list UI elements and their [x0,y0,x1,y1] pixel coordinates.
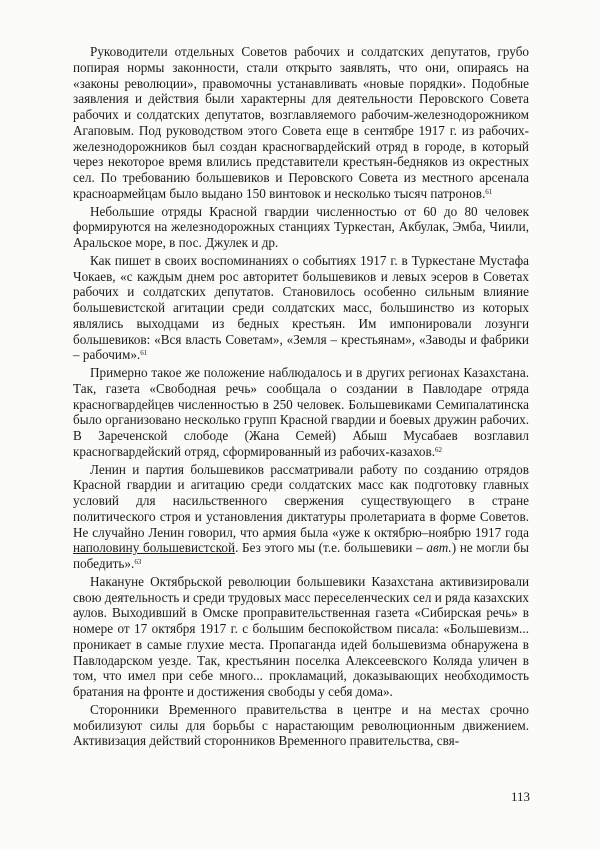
paragraph: Сторонники Временного правительства в центре и на местах срочно мобилизуют силы для борьбы с нарастающим революционным движением. Активизация действий сторонников Временного правительства, свя- [73,701,529,749]
footnote-ref: 61 [140,349,148,358]
paragraph: Руководители отдельных Советов рабочих и солдатских депутатов, грубо попирая нормы законности, стали открыто заявлять, что они, опираясь на «законы революции», правомочны устанавливать «новые порядки». Подобные заявления и действия были характерны для деятельности Перовского Совета рабочих и солдатских депутатов, возглавляемого рабочим-железнодорожником Агаповым. Под руководством этого Совета еще в сентябре 1917 г. из рабочих-железнодорожников был создан красногвардейский отряд в городе, в который через некоторое время влились представители крестьян-бедняков из окрестных сел. По требованию большевиков и Перовского Совета из местного арсенала красноармейцам было выдано 150 винтовок и несколько тысяч патронов.$^{61}$ [73,44,529,201]
paragraph: Небольшие отряды Красной гвардии численностью от 60 до 80 человек формируются на железнодорожных станциях Туркестан, Акбулак, Эмба, Чиили, Аральское море, в пос. Джулек и др. [73,203,529,250]
paragraph: Как пишет в своих воспоминаниях о событиях 1917 г. в Туркестане Мустафа Чокаев, «с каждым днем рос авторитет большевиков и левых эсеров в Советах рабочих и солдатских депутатов. Становилось особенно сильным влияние большевистской агитации среди солдатских масс, большинство из которых являлись выходцами из бедных крестьян. Им импонировали лозунги большевиков: «Вся власть Советам», «Земля – крестьянам», «Заводы и фабрики – рабочим».$^{61}$ [73,252,529,363]
footnote-ref: 63 [134,558,142,566]
paragraph: Примерно такое же положение наблюдалось и в других регионах Казахстана. Так, газета «Свободная речь» сообщала о создании в Павлодаре отряда красногвардейцев численностью в 250 человек. Большевиками Семипалатинска было организовано несколько групп Красной гвардии и боевых дружин рабочих. В Зареченской слободе (Жана Семей) Абыш Мусабаев возглавил красногвардейский отряд, сформированный из рабочих-казахов.$^{62}$ [73,365,529,459]
footnote-ref: 62 [435,445,443,454]
italic-text: авт. [426,540,452,556]
page-number: 113 [510,789,530,804]
paragraph: Накануне Октябрьской революции большевики Казахстана активизировали свою деятельность и среди трудовых масс переселенческих сел и ряда казахских аулов. Выходивший в Омске проправительственная газета «Сибирская речь» в номере от 17 октября 1917 г. с большим беспокойством писала: «Большевизм... проникает в самые глухие места. Пропаганда идей большевизма обнаружена в Павлодарском уезде. Так, крестьянин поселка Алексеевского Коляда уличен в том, что имел при себе много... прокламаций, доказывающих необходимость братания на фронте и достижения свободы у себя дома». [73,573,529,699]
page-text [73,44,529,751]
underlined-text: наполовину большевистской [73,540,236,556]
footnote-ref: 61 [485,187,493,196]
paragraph: Ленин и партия большевиков рассматривали работу по созданию отрядов Красной гвардии и агитацию среди солдатских масс как подготовку главных условий для насильственного свержения существующего в стране политического строя и установления диктатуры пролетариата в форме Советов. Не случайно Ленин говорил, что армия была «уже к октябрю–ноябрю 1917 года наполовину большевистской. Без этого мы (т.е. большевики – авт.) не могли бы победить».$^{63}$ [73,461,530,571]
